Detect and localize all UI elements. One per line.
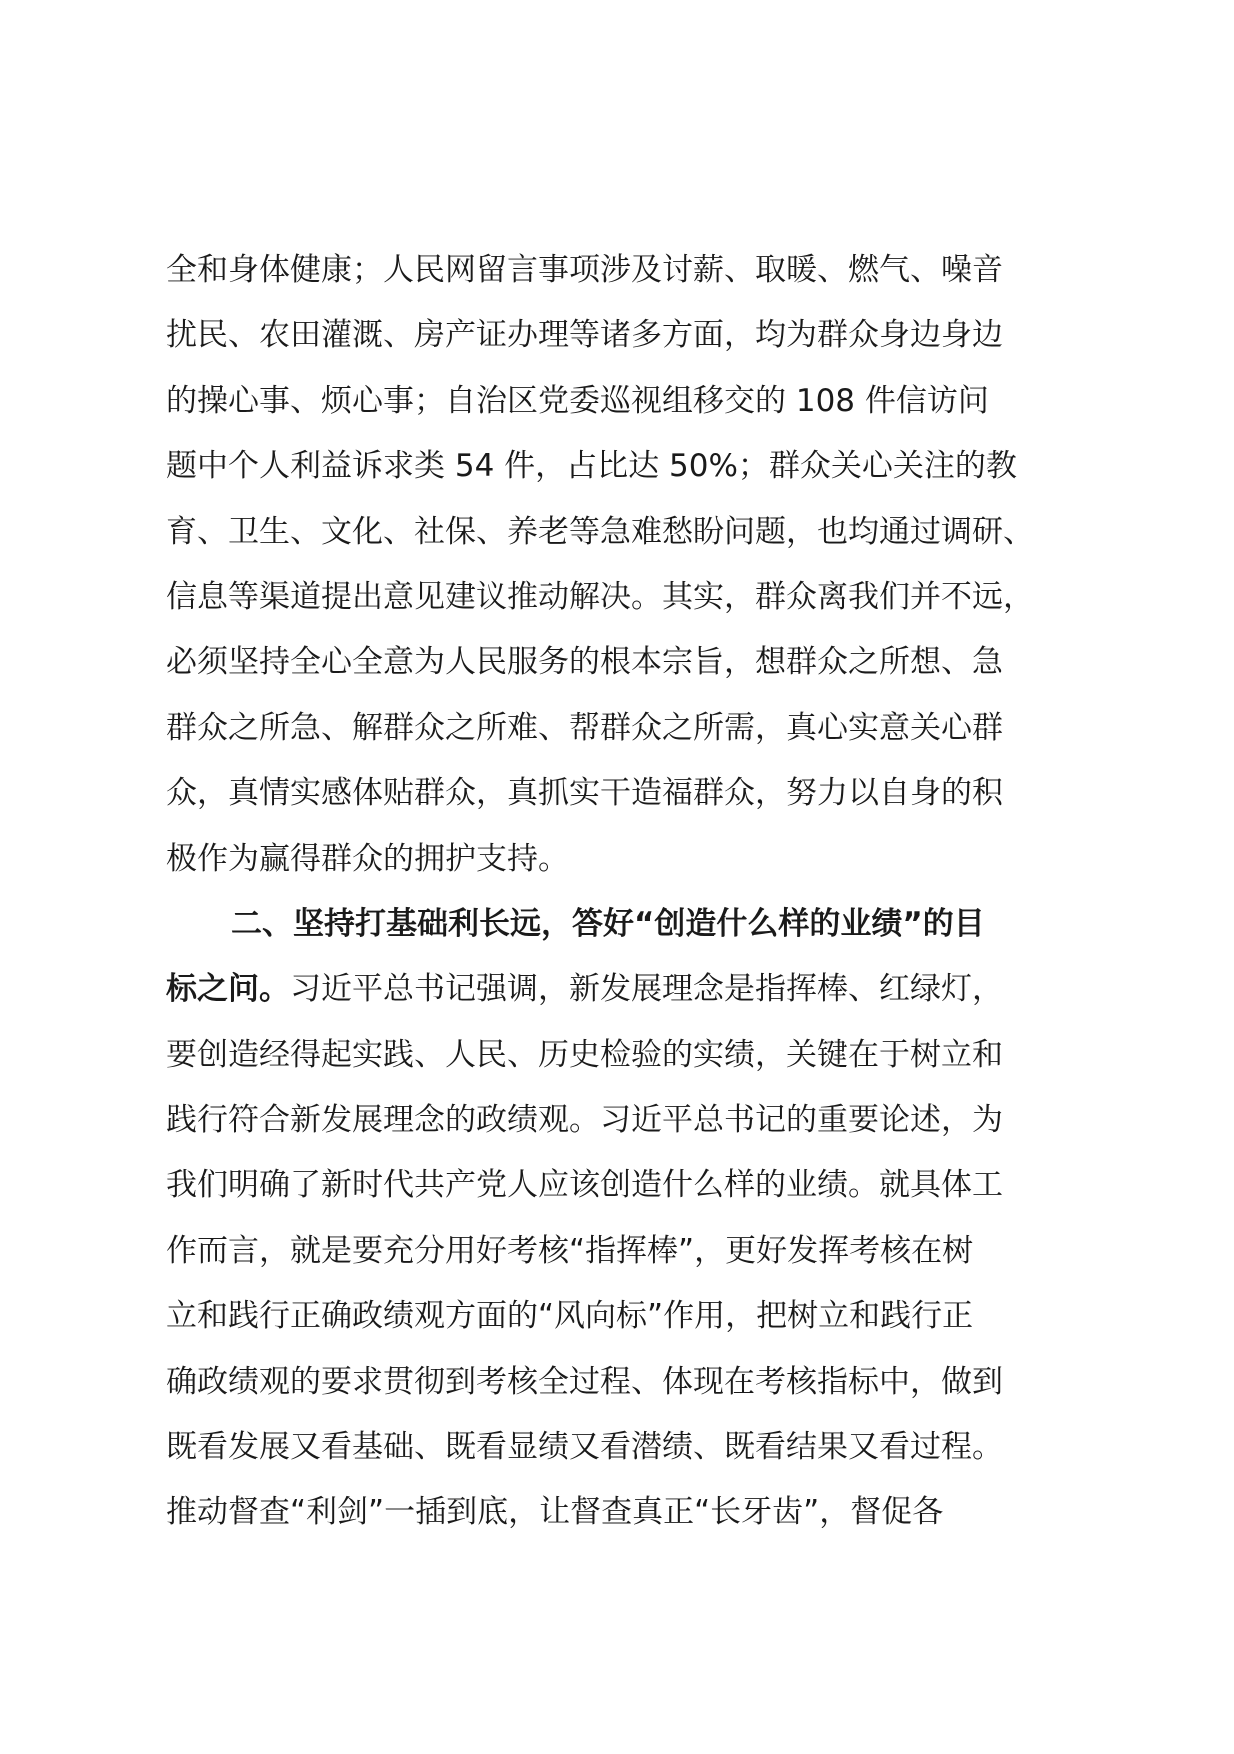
text-line xyxy=(166,957,1096,1022)
text-line: 信息等渠道提出意见建议推动解决。其实，群众离我们并不远， xyxy=(166,578,1034,615)
text-span: 习近平总书记强调，新发展理念是指挥棒、红绿灯， xyxy=(290,971,1003,1008)
text-line: 的操心事、烦心事；自治区党委巡视组移交的 108 件信访问 xyxy=(166,382,989,419)
section-heading-end: 标之问。 xyxy=(166,971,290,1008)
text-line: 我们明确了新时代共产党人应该创造什么样的业绩。就具体工 xyxy=(166,1167,1003,1204)
body-text xyxy=(166,238,1096,1546)
text-line: 极作为赢得群众的拥护支持。 xyxy=(166,840,569,877)
text-line: 群众之所急、解群众之所难、帮群众之所需，真心实意关心群 xyxy=(166,709,1003,746)
section-heading: 二、坚持打基础利长远，答好“创造什么样的业绩”的目 xyxy=(231,905,985,942)
text-line: 推动督查“利剑”一插到底，让督查真正“长牙齿”，督促各 xyxy=(166,1494,944,1531)
text-line: 践行符合新发展理念的政绩观。习近平总书记的重要论述，为 xyxy=(166,1102,1003,1139)
text-line: 要创造经得起实践、人民、历史检验的实绩，关键在于树立和 xyxy=(166,1036,1003,1073)
text-line: 育、卫生、文化、社保、养老等急难愁盼问题，也均通过调研、 xyxy=(166,513,1034,550)
text-line: 既看发展又看基础、既看显绩又看潜绩、既看结果又看过程。 xyxy=(166,1429,1003,1466)
text-line: 立和践行正确政绩观方面的“风向标”作用，把树立和践行正 xyxy=(166,1298,974,1335)
text-line: 众，真情实感体贴群众，真抓实干造福群众，努力以自身的积 xyxy=(166,775,1003,812)
text-line: 扰民、农田灌溉、房产证办理等诸多方面，均为群众身边身边 xyxy=(166,317,1003,354)
text-line: 作而言，就是要充分用好考核“指挥棒”，更好发挥考核在树 xyxy=(166,1232,974,1269)
text-line: 全和身体健康；人民网留言事项涉及讨薪、取暖、燃气、噪音 xyxy=(166,252,1003,288)
text-line: 确政绩观的要求贯彻到考核全过程、体现在考核指标中，做到 xyxy=(166,1363,1003,1400)
text-line: 题中个人利益诉求类 54 件，占比达 50%；群众关心关注的教 xyxy=(166,448,1017,485)
text-line: 必须坚持全心全意为人民服务的根本宗旨，想群众之所想、急 xyxy=(166,644,1003,681)
